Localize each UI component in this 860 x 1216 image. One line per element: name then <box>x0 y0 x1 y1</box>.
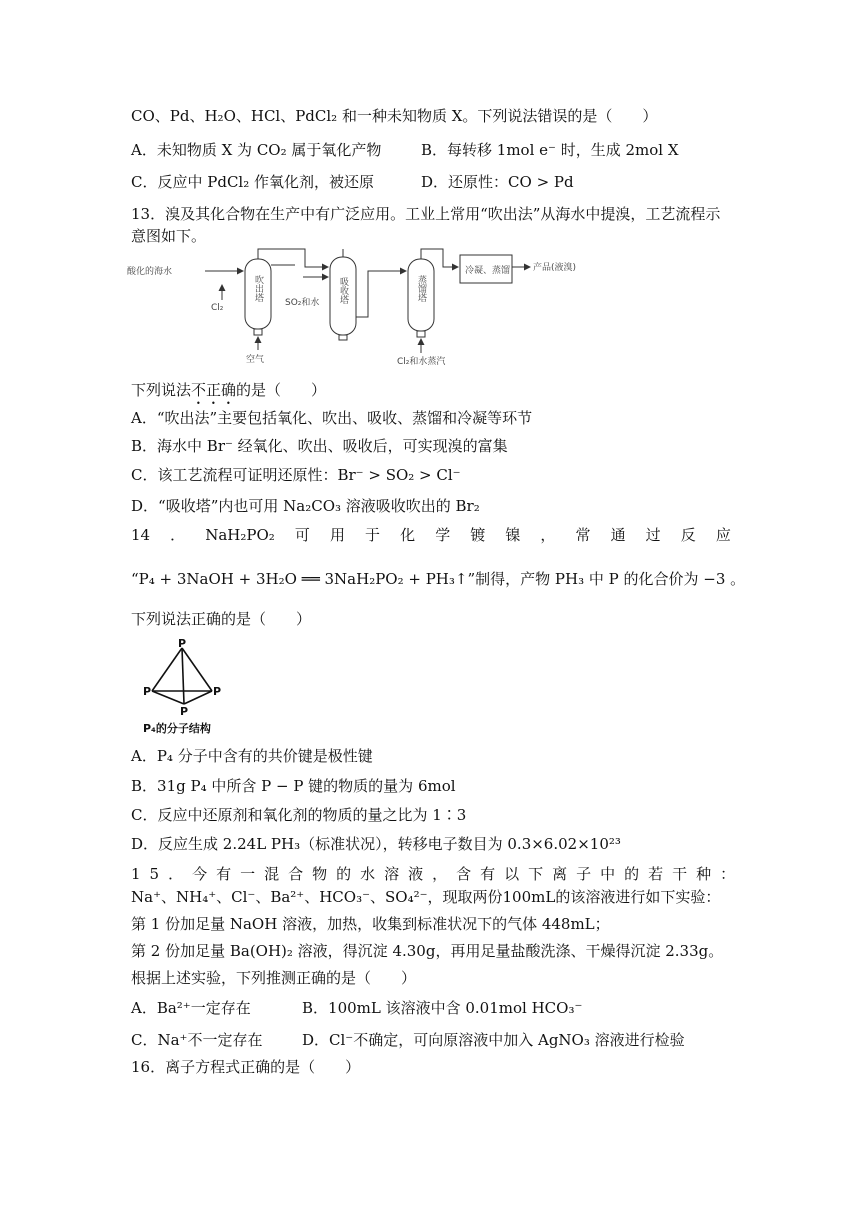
q14-word: 过 <box>645 526 661 544</box>
q14-word: 于 <box>365 526 381 544</box>
q14-word: 14 <box>131 526 151 544</box>
q15-option-a: A．Ba²⁺一定存在 <box>131 999 251 1017</box>
q12-option-a: A．未知物质 X 为 CO₂ 属于氧化产物 <box>131 141 382 159</box>
q15-option-b: B．100mL 该溶液中含 0.01mol HCO₃⁻ <box>302 999 583 1017</box>
q14-word: 常 <box>575 526 591 544</box>
diagram-product-label: 产品(液溴) <box>533 263 577 273</box>
diagram-tower1: 吹出塔 <box>253 275 263 302</box>
q13-question-post: 的是（ ） <box>236 381 327 399</box>
p4-atom: P <box>213 685 222 698</box>
q14-word: ． <box>170 526 186 544</box>
p4-atom: P <box>178 637 187 650</box>
q14-word: ， <box>540 526 556 544</box>
q12-option-d: D．还原性：CO > Pd <box>421 173 574 191</box>
diagram-steam-label: Cl₂和水蒸汽 <box>397 357 446 367</box>
q16-stem: 16．离子方程式正确的是（ ） <box>131 1058 361 1076</box>
diagram-box-label: 冷凝、蒸馏 <box>465 266 511 276</box>
diagram-tower2: 吸收塔 <box>338 277 348 304</box>
q15-option-d: D．Cl⁻不确定，可向原溶液中加入 AgNO₃ 溶液进行检验 <box>302 1031 685 1049</box>
q14-stem-line1 <box>131 525 731 545</box>
q14-word: 镍 <box>505 526 521 544</box>
diagram-cl2-label: Cl₂ <box>211 303 224 313</box>
q14-stem-line2: “P₄ + 3NaOH + 3H₂O ══ 3NaH₂PO₂ + PH₃↑”制得，产物 PH₃ 中 P 的化合价为 −3 。 <box>131 570 746 588</box>
q13-question <box>131 380 326 408</box>
q15-stem-line2: Na⁺、NH₄⁺、Cl⁻、Ba²⁺、HCO₃⁻、SO₄²⁻，现取两份100mL的该溶液进行如下实验： <box>131 888 721 906</box>
p4-structure-figure <box>138 636 248 736</box>
q13-question-pre: 下列说法 <box>131 381 192 399</box>
q14-word: 通 <box>610 526 626 544</box>
q12-stem-tail: CO、Pd、H₂O、HCl、PdCl₂ 和一种未知物质 X。下列说法错误的是（ ） <box>131 107 658 125</box>
q15-stem-line1: 15．今有一混合物的水溶液，含有以下离子中的若干种： <box>131 865 745 883</box>
q15-experiment-1: 第 1 份加足量 NaOH 溶液，加热，收集到标准状况下的气体 448mL； <box>131 915 610 933</box>
q14-option-c: C．反应中还原剂和氧化剂的物质的量之比为 1∶3 <box>131 806 467 824</box>
q13-stem-line2: 意图如下。 <box>131 227 207 245</box>
q14-word: 化 <box>400 526 416 544</box>
q13-option-c: C．该工艺流程可证明还原性：Br⁻ > SO₂ > Cl⁻ <box>131 466 461 484</box>
q14-word: 可 <box>294 526 310 544</box>
diagram-so2-label: SO₂和水 <box>285 298 320 308</box>
q14-option-a: A．P₄ 分子中含有的共价键是极性键 <box>131 747 373 765</box>
q14-word: 反 <box>680 526 696 544</box>
q14-word: 用 <box>329 526 345 544</box>
q14-option-d: D．反应生成 2.24L PH₃（标准状况），转移电子数目为 0.3×6.02×10²³ <box>131 835 621 853</box>
diagram-input-label: 酸化的海水 <box>127 267 173 277</box>
q14-option-b: B．31g P₄ 中所含 P − P 键的物质的量为 6mol <box>131 777 456 795</box>
q13-option-a: A．“吹出法”主要包括氧化、吹出、吸收、蒸馏和冷凝等环节 <box>131 409 533 427</box>
q14-word: 应 <box>715 526 731 544</box>
q12-option-b: B．每转移 1mol e⁻ 时，生成 2mol X <box>421 141 679 159</box>
q12-option-c: C．反应中 PdCl₂ 作氧化剂，被还原 <box>131 173 374 191</box>
q14-word: NaH₂PO₂ <box>205 526 275 544</box>
p4-atom: P <box>143 685 152 698</box>
q14-question: 下列说法正确的是（ ） <box>131 610 312 628</box>
q15-question: 根据上述实验，下列推测正确的是（ ） <box>131 969 417 987</box>
q13-option-b: B．海水中 Br⁻ 经氧化、吹出、吸收后，可实现溴的富集 <box>131 437 508 455</box>
p4-caption: P₄的分子结构 <box>143 722 211 735</box>
q13-question-emphasis: 不正确 <box>191 381 237 399</box>
q13-option-d: D．“吸收塔”内也可用 Na₂CO₃ 溶液吸收吹出的 Br₂ <box>131 497 480 515</box>
q15-experiment-2: 第 2 份加足量 Ba(OH)₂ 溶液，得沉淀 4.30g，再用足量盐酸洗涤、干燥得沉淀 2.33g。 <box>131 942 724 960</box>
bromine-process-diagram <box>125 245 645 370</box>
diagram-air-label: 空气 <box>246 355 265 365</box>
q13-stem-line1: 13．溴及其化合物在生产中有广泛应用。工业上常用“吹出法”从海水中提溴，工艺流程示 <box>131 205 721 223</box>
diagram-tower3: 蒸馏塔 <box>416 275 426 302</box>
q15-option-c: C．Na⁺不一定存在 <box>131 1031 263 1049</box>
p4-atom: P <box>180 705 189 718</box>
q14-word: 学 <box>435 526 451 544</box>
q14-word: 镀 <box>470 526 486 544</box>
